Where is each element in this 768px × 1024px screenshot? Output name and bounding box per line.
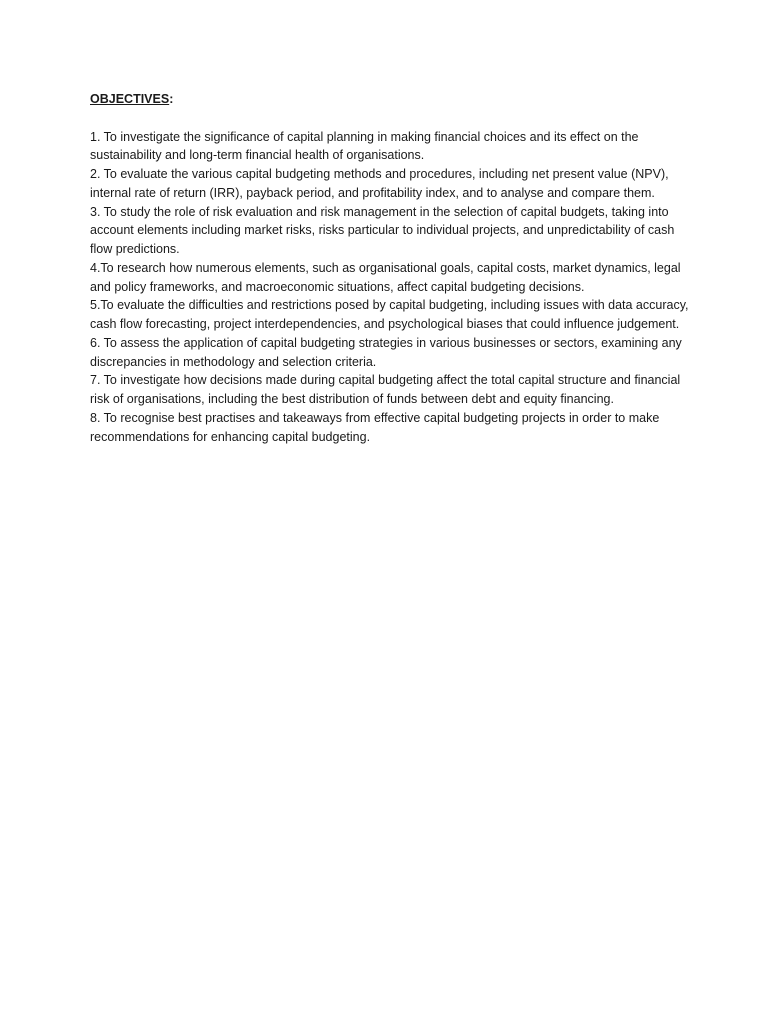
objectives-heading-text: OBJECTIVES [90,92,170,106]
objective-item-3: 3. To study the role of risk evaluation and risk management in the selection of capital budgets, taking into account elements including market risks, risks particular to individual projects, and unpredictability of cash flow predictions. [90,204,675,256]
objective-item-6: 6. To assess the application of capital budgeting strategies in various businesses or sectors, examining any discrepancies in methodology and selection criteria. [90,335,682,369]
objective-item-2: 2. To evaluate the various capital budgeting methods and procedures, including net present value (NPV), internal rate of return (IRR), payback period, and profitability index, and to analyse and compare them. [90,167,669,200]
objective-item-7: 7. To investigate how decisions made during capital budgeting affect the total capital structure and financial risk of organisations, including the best distribution of funds between debt and equity financing. [90,373,681,406]
objective-item-8: 8. To recognise best practises and takeaways from effective capital budgeting projects in order to make recommendations for enhancing capital budgeting. [90,410,660,444]
objective-item-5: 5.To evaluate the difficulties and restrictions posed by capital budgeting, including issues with data accuracy, cash flow forecasting, project interdependencies, and psychological biases that could influence judgement. [90,298,689,331]
objective-item-4: 4.To research how numerous elements, such as organisational goals, capital costs, market dynamics, legal and policy frameworks, and macroeconomic situations, affect capital budgeting decisions. [90,260,681,294]
objectives-heading-colon: : [169,92,174,106]
objectives-heading [90,90,690,109]
objective-item-1: 1. To investigate the significance of capital planning in making financial choices and its effect on the sustainability and long-term financial health of organisations. [90,129,639,163]
document-body [90,90,690,446]
